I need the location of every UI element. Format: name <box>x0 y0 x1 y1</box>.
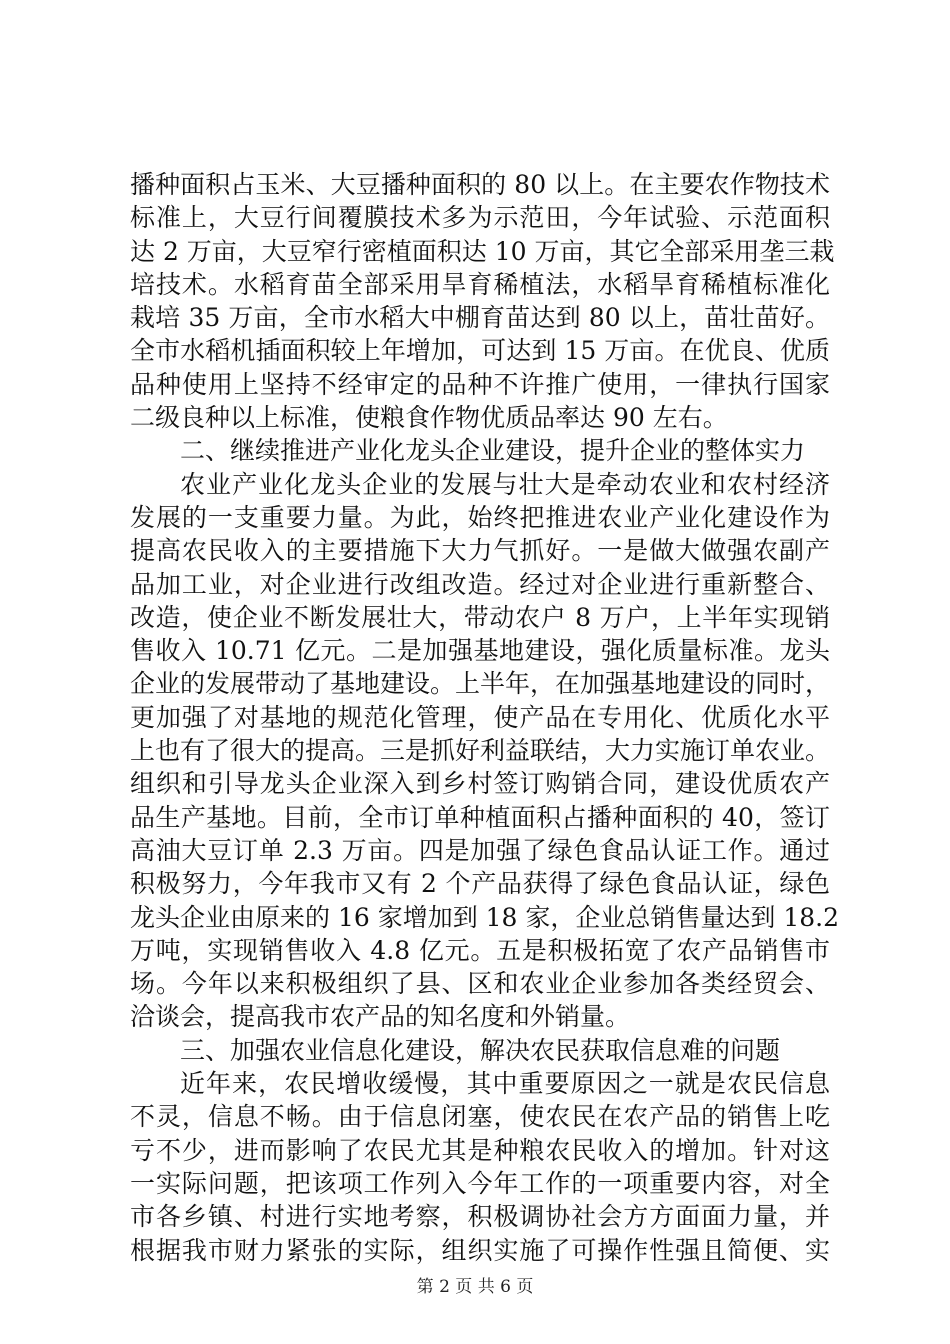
section-heading: 三、加强农业信息化建设，解决农民获取信息难的问题 <box>180 1035 781 1065</box>
text-line: 品生产基地。目前，全市订单种植面积占播种面积的 40，签订 <box>130 802 830 832</box>
text-line: 洽谈会，提高我市农产品的知名度和外销量。 <box>130 1002 631 1032</box>
text-line: 发展的一支重要力量。为此，始终把推进农业产业化建设作为 <box>130 502 830 532</box>
body-text <box>130 168 840 1267</box>
text-line: 积极努力，今年我市又有 2 个产品获得了绿色食品认证，绿色 <box>130 869 830 899</box>
text-line: 市各乡镇、村进行实地考察，积极调协社会方方面面力量，并 <box>130 1202 830 1232</box>
text-line: 培技术。水稻育苗全部采用旱育稀植法，水稻旱育稀植标准化 <box>130 269 830 299</box>
text-line: 组织和引导龙头企业深入到乡村签订购销合同，建设优质农产 <box>130 769 830 799</box>
text-line: 场。今年以来积极组织了县、区和农业企业参加各类经贸会、 <box>130 969 830 999</box>
page-number-footer: 第 2 页 共 6 页 <box>416 1277 534 1297</box>
text-line: 改造，使企业不断发展壮大，带动农户 8 万户，上半年实现销 <box>130 602 830 632</box>
text-line: 全市水稻机插面积较上年增加，可达到 15 万亩。在优良、优质 <box>130 336 830 366</box>
text-line: 近年来，农民增收缓慢，其中重要原因之一就是农民信息 <box>180 1069 830 1099</box>
text-line: 上也有了很大的提高。三是抓好利益联结，大力实施订单农业。 <box>130 736 831 766</box>
section-heading: 二、继续推进产业化龙头企业建设，提升企业的整体实力 <box>180 436 806 466</box>
text-line: 播种面积占玉米、大豆播种面积的 80 以上。在主要农作物技术 <box>130 170 830 199</box>
text-line: 栽培 35 万亩，全市水稻大中棚育苗达到 80 以上，苗壮苗好。 <box>130 303 830 333</box>
text-line: 亏不少，进而影响了农民尤其是种粮农民收入的增加。针对这 <box>130 1135 830 1165</box>
text-line: 更加强了对基地的规范化管理，使产品在专用化、优质化水平 <box>130 702 830 732</box>
text-line: 一实际问题，把该项工作列入今年工作的一项重要内容，对全 <box>130 1168 830 1198</box>
text-line: 不灵，信息不畅。由于信息闭塞，使农民在农产品的销售上吃 <box>130 1102 830 1132</box>
text-line: 品种使用上坚持不经审定的品种不许推广使用，一律执行国家 <box>130 369 830 399</box>
text-line: 达 2 万亩，大豆窄行密植面积达 10 万亩，其它全部采用垄三栽 <box>130 236 835 266</box>
text-line: 农业产业化龙头企业的发展与壮大是牵动农业和农村经济 <box>180 469 830 499</box>
text-line: 龙头企业由原来的 16 家增加到 18 家，企业总销售量达到 18.2 <box>130 902 840 932</box>
text-line: 根据我市财力紧张的实际，组织实施了可操作性强且简便、实 <box>130 1235 830 1265</box>
text-line: 万吨，实现销售收入 4.8 亿元。五是积极拓宽了农产品销售市 <box>130 935 830 965</box>
text-line: 售收入 10.71 亿元。二是加强基地建设，强化质量标准。龙头 <box>130 636 830 666</box>
text-line: 高油大豆订单 2.3 万亩。四是加强了绿色食品认证工作。通过 <box>130 835 830 865</box>
text-line: 二级良种以上标准，使粮食作物优质品率达 90 左右。 <box>130 403 728 433</box>
text-line: 提高农民收入的主要措施下大力气抓好。一是做大做强农副产 <box>130 536 830 566</box>
text-line: 标准上，大豆行间覆膜技术多为示范田，今年试验、示范面积 <box>130 203 830 233</box>
text-line: 品加工业，对企业进行改组改造。经过对企业进行重新整合、 <box>130 569 830 599</box>
text-line: 企业的发展带动了基地建设。上半年，在加强基地建设的同时， <box>130 669 831 699</box>
